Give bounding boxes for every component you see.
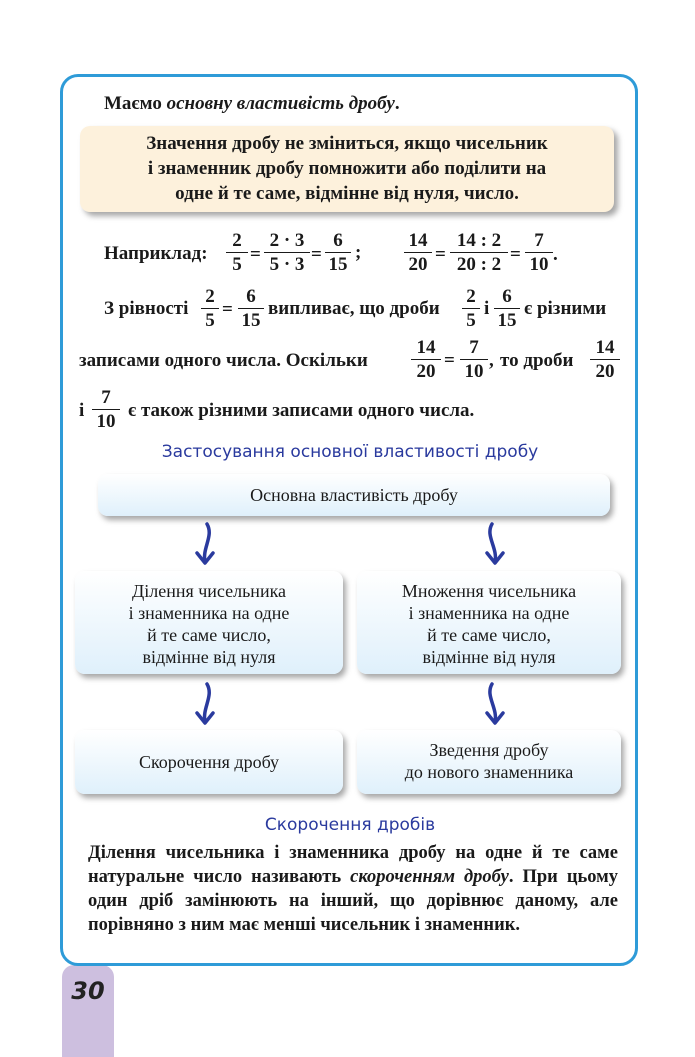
semicolon: ; [355,242,362,263]
intro-text: Маємо основну властивість дробу. [104,93,400,114]
page-number-tab [62,965,114,1057]
fraction: $\frac{6}{15}$ [494,287,520,331]
arrow-down-icon [190,522,220,568]
equals-sign: = [250,244,261,265]
rule-line-2: і знаменник дробу помножити або поділити на [147,158,547,179]
multiplication-box: Множення чисельника і знаменника на одне й те саме число, відмінне від нуля [357,571,621,674]
equals-sign: = [510,244,521,265]
explanation-text: і [484,298,490,319]
period: . [553,244,558,265]
arrow-down-icon [480,682,510,728]
reduction-paragraph: Ділення чисельника і знаменника дробу на одне й те саме натуральне число називають скороченням дробу. При цьому один дріб замінюють на інший, що дорівнює даному, але порівняно з ним має менші чисельник і знаменник. [88,843,619,935]
equals-sign: = [435,244,446,265]
fraction: $\frac{7}{10}$ [525,231,553,275]
fraction: $\frac{2}{5}$ [226,231,248,275]
fraction: $\frac{2}{5}$ [462,287,480,331]
fraction: $\frac{2}{5}$ [201,287,219,331]
fraction: $\frac{14}{20}$ [404,231,432,275]
equals-sign: = [444,350,455,371]
division-box: Ділення чисельника і знаменника на одне й те саме число, відмінне від нуля [75,571,343,674]
scheme-top-box: Основна властивість дробу [98,474,610,516]
explanation-text: то дроби [500,350,574,371]
fraction: $\frac{14}{20}$ [411,338,441,382]
reduction-box: Скорочення дробу [75,730,343,794]
explanation-text: і [79,400,85,421]
intro-emphasis: основну властивість дробу [166,93,395,114]
fraction: $\frac{2 \cdot 3}{5 \cdot 3}$ [264,231,310,275]
new-denominator-box: Зведення дробу до нового знаменника [357,730,621,794]
explanation-text: випливає, що дроби [268,298,440,319]
example-label: Наприклад: [104,243,208,264]
rule-box [80,126,614,212]
scheme-title: Застосування основної властивості дробу [161,442,539,462]
reduction-title: Скорочення дробів [264,815,436,835]
rule-line-3: одне й те саме, відмінне від нуля, число. [175,183,519,204]
arrow-down-icon [480,522,510,568]
fraction: $\frac{14}{20}$ [590,338,620,382]
fraction: $\frac{7}{10}$ [460,338,488,382]
explanation-text: записами одного числа. Оскільки [79,350,368,371]
arrow-down-icon [190,682,220,728]
fraction: $\frac{7}{10}$ [92,388,120,432]
reduction-term: скороченням дробу [350,867,509,887]
fraction: $\frac{6}{15}$ [238,287,264,331]
equals-sign: = [222,299,233,320]
page-number: 30 [71,977,105,1005]
fraction: $\frac{6}{15}$ [325,231,351,275]
comma: , [489,350,494,371]
equals-sign: = [311,244,322,265]
explanation-text: З рівності [104,298,189,319]
explanation-text: є різними [524,298,607,319]
fraction: $\frac{14 : 2}{20 : 2}$ [450,231,508,275]
explanation-text: є також різними записами одного числа. [128,400,475,421]
rule-line-1: Значення дробу не зміниться, якщо чисельник [146,133,548,154]
